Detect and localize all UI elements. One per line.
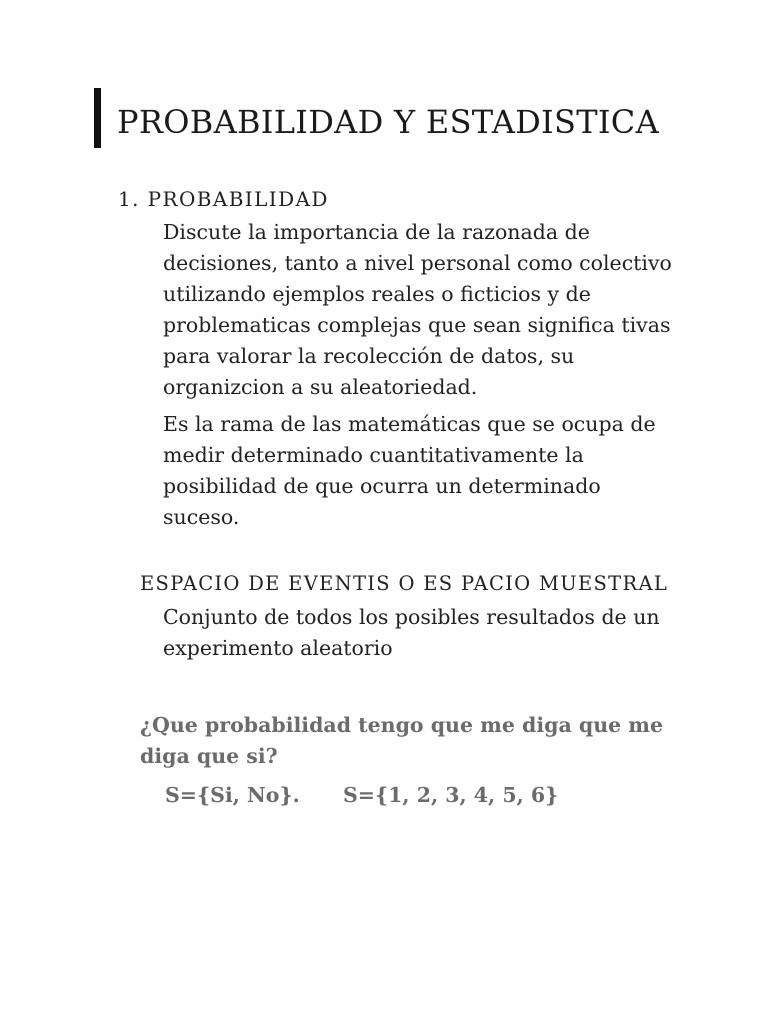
paragraph-line: medir determinado cuantitativamente la bbox=[163, 443, 584, 467]
section-heading-probabilidad: 1. PROBABILIDAD bbox=[118, 187, 329, 211]
question-text bbox=[140, 710, 664, 772]
paragraph-importancia bbox=[163, 217, 672, 403]
section-heading-espacio-muestral: ESPACIO DE EVENTIS O ES PACIO MUESTRAL bbox=[140, 572, 669, 595]
paragraph-line: utilizando ejemplos reales o ficticios y de bbox=[163, 282, 591, 306]
paragraph-line: organizcion a su aleatoriedad. bbox=[163, 375, 478, 399]
paragraph-line: para valorar la recolección de datos, su bbox=[163, 344, 575, 368]
title-accent-bar bbox=[94, 88, 101, 148]
page-title: PROBABILIDAD Y ESTADISTICA bbox=[117, 103, 660, 141]
question-line: ¿Que probabilidad tengo que me diga que me bbox=[140, 713, 664, 737]
paragraph-line: posibilidad de que ocurra un determinado bbox=[163, 474, 601, 498]
paragraph-line: Es la rama de las matemáticas que se ocupa de bbox=[163, 412, 656, 436]
sample-space-dice: S={1, 2, 3, 4, 5, 6} bbox=[343, 783, 559, 807]
paragraph-line: experimento aleatorio bbox=[163, 636, 393, 660]
paragraph-line: suceso. bbox=[163, 505, 240, 529]
paragraph-line: Discute la importancia de la razonada de bbox=[163, 220, 590, 244]
paragraph-definicion bbox=[163, 409, 663, 533]
paragraph-espacio-muestral bbox=[163, 602, 663, 664]
paragraph-line: problematicas complejas que sean significa tivas bbox=[163, 313, 671, 337]
question-line: diga que si? bbox=[140, 744, 278, 768]
sample-space-yes-no: S={Si, No}. bbox=[165, 783, 300, 807]
paragraph-line: decisiones, tanto a nivel personal como colectivo bbox=[163, 251, 672, 275]
paragraph-line: Conjunto de todos los posibles resultados de un bbox=[163, 605, 660, 629]
